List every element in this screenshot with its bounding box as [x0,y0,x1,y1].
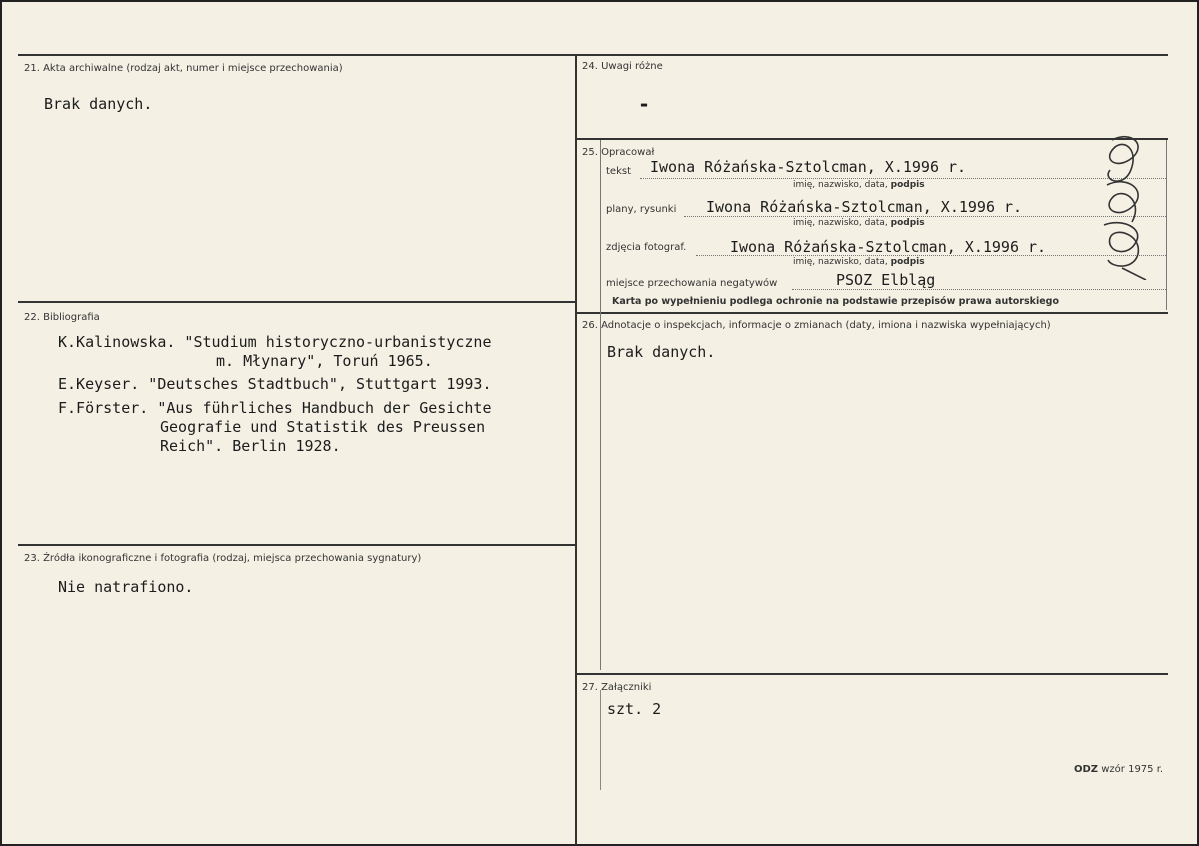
author-row-label: plany, rysunki [606,204,677,215]
author-row-label: tekst [606,166,631,177]
author-row-caption: imię, nazwisko, data, podpis [793,218,925,228]
rule-22-23 [18,544,576,546]
copyright-notice: Karta po wypełnieniu podlega ochronie na podstawie przepisów prawa autorskiego [612,296,1059,307]
rule-25-26 [576,312,1168,314]
negatives-line [792,289,1166,290]
signature-scribble-icon [1092,130,1152,280]
author-row-value: Iwona Różańska-Sztolcman, X.1996 r. [650,158,967,176]
author-row-line [640,178,1166,179]
author-row-caption: imię, nazwisko, data, podpis [793,180,925,190]
author-row-value: Iwona Różańska-Sztolcman, X.1996 r. [706,198,1023,216]
top-rule [18,54,1168,56]
author-row-caption: imię, nazwisko, data, podpis [793,257,925,267]
footer-text: wzór 1975 r. [1101,764,1164,775]
center-divider [575,55,577,845]
section-25-label: 25. Opracował [582,147,655,158]
section-21-content: Brak danych. [44,95,153,113]
bibliography-line: E.Keyser. "Deutsches Stadtbuch", Stuttgart 1993. [58,375,492,393]
rule-24-25 [576,138,1168,140]
bibliography-line: Geografie und Statistik des Preussen [160,418,486,436]
author-row-value: Iwona Różańska-Sztolcman, X.1996 r. [730,238,1047,256]
bibliography-line: F.Förster. "Aus führliches Handbuch der Gesichte [58,399,492,417]
rule-26-27 [576,673,1168,675]
bibliography-line: K.Kalinowska. "Studium historyczno-urbanistyczne [58,333,492,351]
section-27-content: szt. 2 [607,700,662,718]
bibliography-line: Reich". Berlin 1928. [160,437,341,455]
section-23-content: Nie natrafiono. [58,578,194,596]
negatives-label: miejsce przechowania negatywów [606,278,778,289]
section-21-label: 21. Akta archiwalne (rodzaj akt, numer i miejsce przechowania) [24,63,343,74]
section-23-label: 23. Źródła ikonograficzne i fotografia (rodzaj, miejsca przechowania sygnatury) [24,553,422,564]
footer-brand: ODZ [1074,764,1099,775]
right-edge-25 [1166,140,1167,310]
section-27-label: 27. Załączniki [582,682,652,693]
section-22-label: 22. Bibliografia [24,312,100,323]
section-24-label: 24. Uwagi różne [582,61,663,72]
bibliography-line: m. Młynary", Toruń 1965. [216,352,433,370]
inner-divider-27 [600,690,601,790]
footer-mark [1074,764,1163,775]
rule-21-22 [18,301,576,303]
section-26-content: Brak danych. [607,343,716,361]
section-24-content: - [638,92,651,116]
negatives-value: PSOZ Elbląg [836,271,936,289]
section-26-label: 26. Adnotacje o inspekcjach, informacje o zmianach (daty, imiona i nazwiska wypełniających) [582,320,1051,331]
author-row-label: zdjęcia fotograf. [606,242,687,253]
inner-divider-25-26 [600,140,601,670]
